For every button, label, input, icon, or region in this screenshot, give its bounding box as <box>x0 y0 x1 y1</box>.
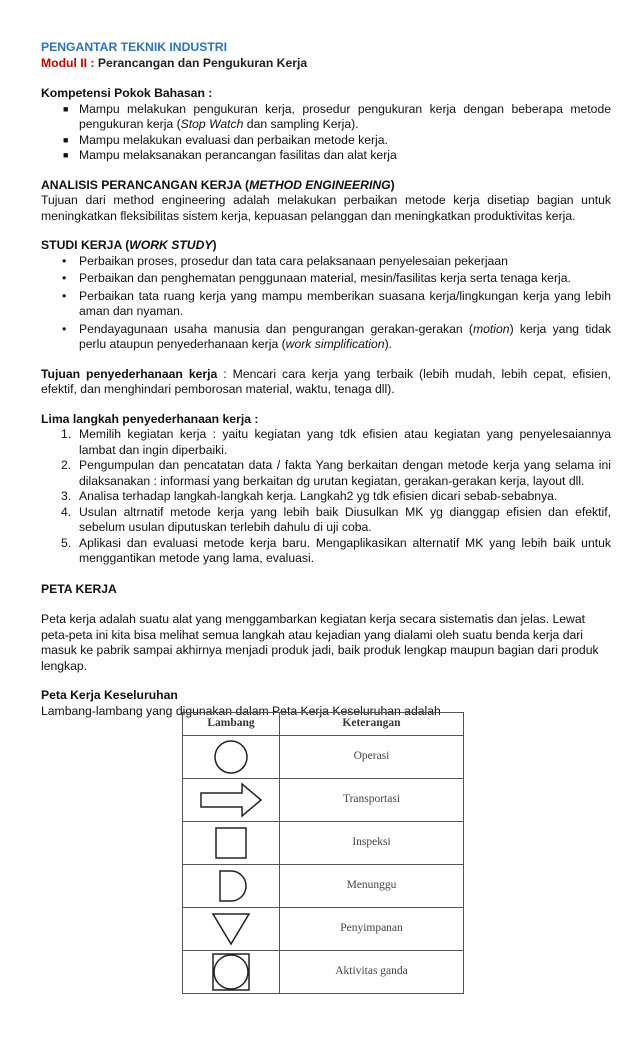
tujuan-label: Tujuan penyederhanaan kerja <box>41 366 218 381</box>
symbol-table <box>182 712 464 994</box>
table-row <box>183 822 464 865</box>
column-header-keterangan: Keterangan <box>280 713 464 736</box>
dot-bullet-icon: • <box>62 288 67 303</box>
module-prefix: Modul II : <box>41 55 95 70</box>
tujuan-paragraph <box>41 367 611 398</box>
analisis-text: Tujuan dari method engineering adalah melakukan perbaikan metode kerja disetiap bagian untuk meningkatkan fleksibilitas sistem kerja, kepuasan pelanggan dan meningkatkan produktivitas kerja. <box>41 193 611 223</box>
square-bullet-icon: ■ <box>63 150 69 160</box>
lima-section <box>41 412 611 567</box>
list-item: 5. Aplikasi dan evaluasi metode kerja baru. Mengaplikasikan alternatif MK yang lebih baik untuk menggantikan metode yang lama, evaluasi. <box>61 535 611 565</box>
lima-heading: Lima langkah penyederhanaan kerja : <box>41 411 259 426</box>
table-cell: Inspeksi <box>280 822 464 865</box>
circle-in-square-icon <box>209 952 253 992</box>
dot-bullet-icon: • <box>62 253 67 268</box>
table-row <box>183 779 464 822</box>
list-item: ■ Mampu melaksanakan perancangan fasilitas dan alat kerja <box>63 148 397 162</box>
course-title: PENGANTAR TEKNIK INDUSTRI <box>41 40 227 54</box>
table-row <box>183 865 464 908</box>
arrow-icon <box>198 781 264 819</box>
kompetensi-heading: Kompetensi Pokok Bahasan : <box>41 86 213 100</box>
dot-bullet-icon: • <box>62 321 67 336</box>
kompetensi-list <box>41 102 611 164</box>
table-row <box>183 736 464 779</box>
d-shape-icon <box>211 867 251 905</box>
table-cell: Penyimpanan <box>280 908 464 951</box>
module-name: Perancangan dan Pengukuran Kerja <box>94 55 308 70</box>
analisis-heading: ANALISIS PERANCANGAN KERJA (METHOD ENGINEERING) <box>41 177 395 192</box>
peta-heading: PETA KERJA <box>41 581 117 596</box>
list-item: • Pendayagunaan usaha manusia dan pengurangan gerakan-gerakan (motion) kerja yang tidak perlu ataupun penyederhanaan kerja (work simplification). <box>62 321 611 351</box>
table-cell: Transportasi <box>280 779 464 822</box>
triangle-icon <box>209 910 253 948</box>
table-header-row <box>183 713 464 736</box>
square-icon <box>211 824 251 862</box>
tujuan-text: : Mencari cara kerja yang terbaik (lebih mudah, lebih cepat, efisien, efektif, dan menghindari pemborosan material, waktu, tenaga dll). <box>41 366 611 396</box>
table-cell: Operasi <box>280 736 464 779</box>
table-cell: Menunggu <box>280 865 464 908</box>
kompetensi-section <box>41 86 611 164</box>
peta-text: Peta kerja adalah suatu alat yang menggambarkan kegiatan kerja secara sistematis dan jelas. Lewat peta-peta ini kita bisa melihat semua langkah atau kejadian yang dialami oleh suatu benda kerja dari masuk ke pabrik sampai akhirnya menjadi produk jadi, baik produk lengkap maupun bagian dari produk lengkap. <box>41 612 599 673</box>
list-item: • Perbaikan dan penghematan penggunaan material, mesin/fasilitas kerja serta tenaga kerja. <box>62 271 571 285</box>
table-row <box>183 908 464 951</box>
circle-icon <box>211 738 251 776</box>
square-bullet-icon: ■ <box>63 103 69 114</box>
list-item: ■ Mampu melakukan pengukuran kerja, prosedur pengukuran kerja dengan beberapa metode pengukuran kerja (Stop Watch dan sampling Kerja). <box>63 101 611 131</box>
document-page <box>41 40 611 719</box>
list-item: • Perbaikan tata ruang kerja yang mampu memberikan suasana kerja/lingkungan kerja yang lebih aman dan nyaman. <box>62 288 611 318</box>
column-header-lambang: Lambang <box>183 713 280 736</box>
list-item: 3. Analisa terhadap langkah-langkah kerja. Langkah2 yg tdk efisien dicari sebab-sebabnya. <box>61 489 558 503</box>
peta-sub-text: Lambang-lambang yang digunakan dalam Peta Kerja Keseluruhan adalah <box>41 703 441 718</box>
dot-bullet-icon: • <box>62 271 67 285</box>
square-bullet-icon: ■ <box>63 134 69 145</box>
module-title <box>41 56 611 72</box>
list-item: 4. Usulan altrnatif metode kerja yang lebih baik Diusulkan MK yg dianggap efisien dan efektif, sebelum usulan diputuskan terlebih dahulu di uji coba. <box>61 504 611 534</box>
studi-list <box>41 254 611 353</box>
list-item: 2. Pengumpulan dan pencatatan data / fakta Yang berkaitan dengan metode kerja yang selama ini dilaksanakan : informasi yang berkaitan dg urutan kegiatan, gerakan-gerakan kerja, layout dll. <box>61 458 611 488</box>
list-item: • Perbaikan proses, prosedur dan tata cara pelaksanaan penyelesaian pekerjaan <box>62 253 508 268</box>
table-cell: Aktivitas ganda <box>280 951 464 994</box>
lima-list <box>41 427 611 567</box>
analisis-section <box>41 178 611 225</box>
studi-heading: STUDI KERJA (WORK STUDY) <box>41 238 217 252</box>
symbol-table-figure <box>182 712 464 991</box>
table-row <box>183 951 464 994</box>
list-item: ■ Mampu melakukan evaluasi dan perbaikan metode kerja. <box>63 132 388 147</box>
list-item: 1. Memilih kegiatan kerja : yaitu kegiatan yang tdk efisien atau kegiatan yang penyelesaiannya lambat dan ingin diperbaiki. <box>61 427 611 457</box>
peta-sub-heading: Peta Kerja Keseluruhan <box>41 688 178 702</box>
studi-section <box>41 238 611 353</box>
